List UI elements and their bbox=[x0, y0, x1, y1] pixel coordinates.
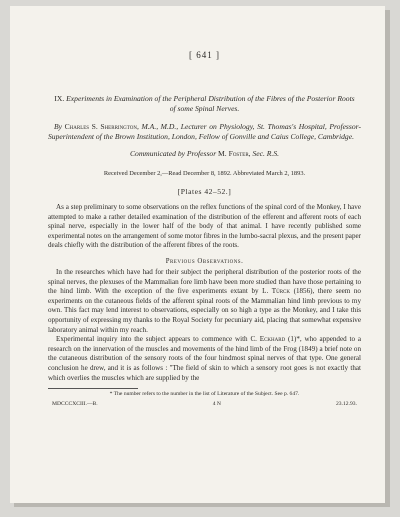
author-details: , M.A., M.D., Lecturer on Physiology, St. Thomas's Hospital, Professor-Superintendent of the Brown Institution, London, Fellow of Gonville and Caius College, Cambridge. bbox=[48, 122, 361, 141]
para3-text-a: Experimental inquiry into the subject appears to commence with bbox=[56, 335, 251, 344]
section-number: IX. bbox=[54, 94, 65, 103]
footer-date: 23.12.93. bbox=[336, 401, 357, 408]
author-block bbox=[48, 122, 361, 142]
paragraph-experimental bbox=[48, 335, 361, 383]
communicated-name: M. Foster bbox=[218, 149, 249, 158]
para2-text-a: In the researches which have had for their subject the peripheral distribution of the posterior roots of the spinal nerves, the plexuses of the Mammalian fore limb have been more studied than have those pertaining to the hind limb. With the exception of the five experiments extant by bbox=[48, 267, 361, 296]
footer-volume: MDCCCXCIII.—B. bbox=[52, 401, 98, 408]
document-page bbox=[10, 6, 385, 503]
communicated-suffix: , Sec. R.S. bbox=[248, 149, 280, 158]
footnote: * The number refers to the number in the list of Literature of the Subject. See p. 647. bbox=[109, 391, 300, 398]
para2-text-b: (1856), there seem no experiments on the cutaneous fields of the afferent spinal roots of the Mammalian hind limb previous to my own. This fact may lend interest to observations, especially on so high a type as the Monkey, and I take this opportunity of expressing my thanks to the Royal Society for pecuniary aid, placing that somewhat expensive laboratory animal within my reach. bbox=[48, 287, 361, 334]
paragraph-researches bbox=[48, 268, 361, 335]
paragraph-intro: As a step preliminary to some observations on the reflex functions of the spinal cord of the Monkey, I have attempted to make a rather detailed examination of the distribution of the efferent and afferent roots of each spinal nerve, especially in the lower half of the body of that animal. I have recently published some experimental notes on the arrangement of some motor fibres in the lumbo-sacral plexus, and the present paper deals chiefly with the distribution of the afferent fibres of the roots. bbox=[48, 203, 361, 250]
communicated-prefix: Communicated by Professor bbox=[129, 149, 219, 158]
para3-name: C. Eckhard bbox=[250, 335, 286, 344]
author-prefix: By bbox=[54, 122, 65, 131]
section-title bbox=[48, 94, 361, 114]
footnote-divider bbox=[48, 388, 138, 389]
communicated-line bbox=[48, 149, 361, 158]
plates-reference: [Plates 42–52.] bbox=[177, 187, 232, 196]
page-footer bbox=[48, 401, 361, 407]
para3-text-b: (1)*, who appended to a research on the innervation of the muscles and movements of the hind limb of the Frog (1849) a brief note on the cutaneous distribution of the sensory roots of the four hindmost spinal nerves of that type. One general conclusion he drew, and it is as follows : "The field of skin to which a sensory root goes is not exactly that which overlies the muscles which are supplied by the bbox=[48, 335, 361, 382]
page-number: [ 641 ] bbox=[189, 50, 220, 60]
section-heading: Previous Observations. bbox=[165, 257, 244, 265]
received-date: Received December 2,—Read December 8, 1892. Abbreviated March 2, 1893. bbox=[103, 170, 306, 177]
section-title-text: Experiments in Examination of the Peripheral Distribution of the Fibres of the Posterior Roots of some Spinal Nerves. bbox=[66, 94, 355, 113]
author-name: Charles S. Sherrington bbox=[64, 122, 137, 131]
footer-signature: 4 N bbox=[212, 401, 221, 408]
para2-name: L. Türck bbox=[262, 287, 290, 296]
